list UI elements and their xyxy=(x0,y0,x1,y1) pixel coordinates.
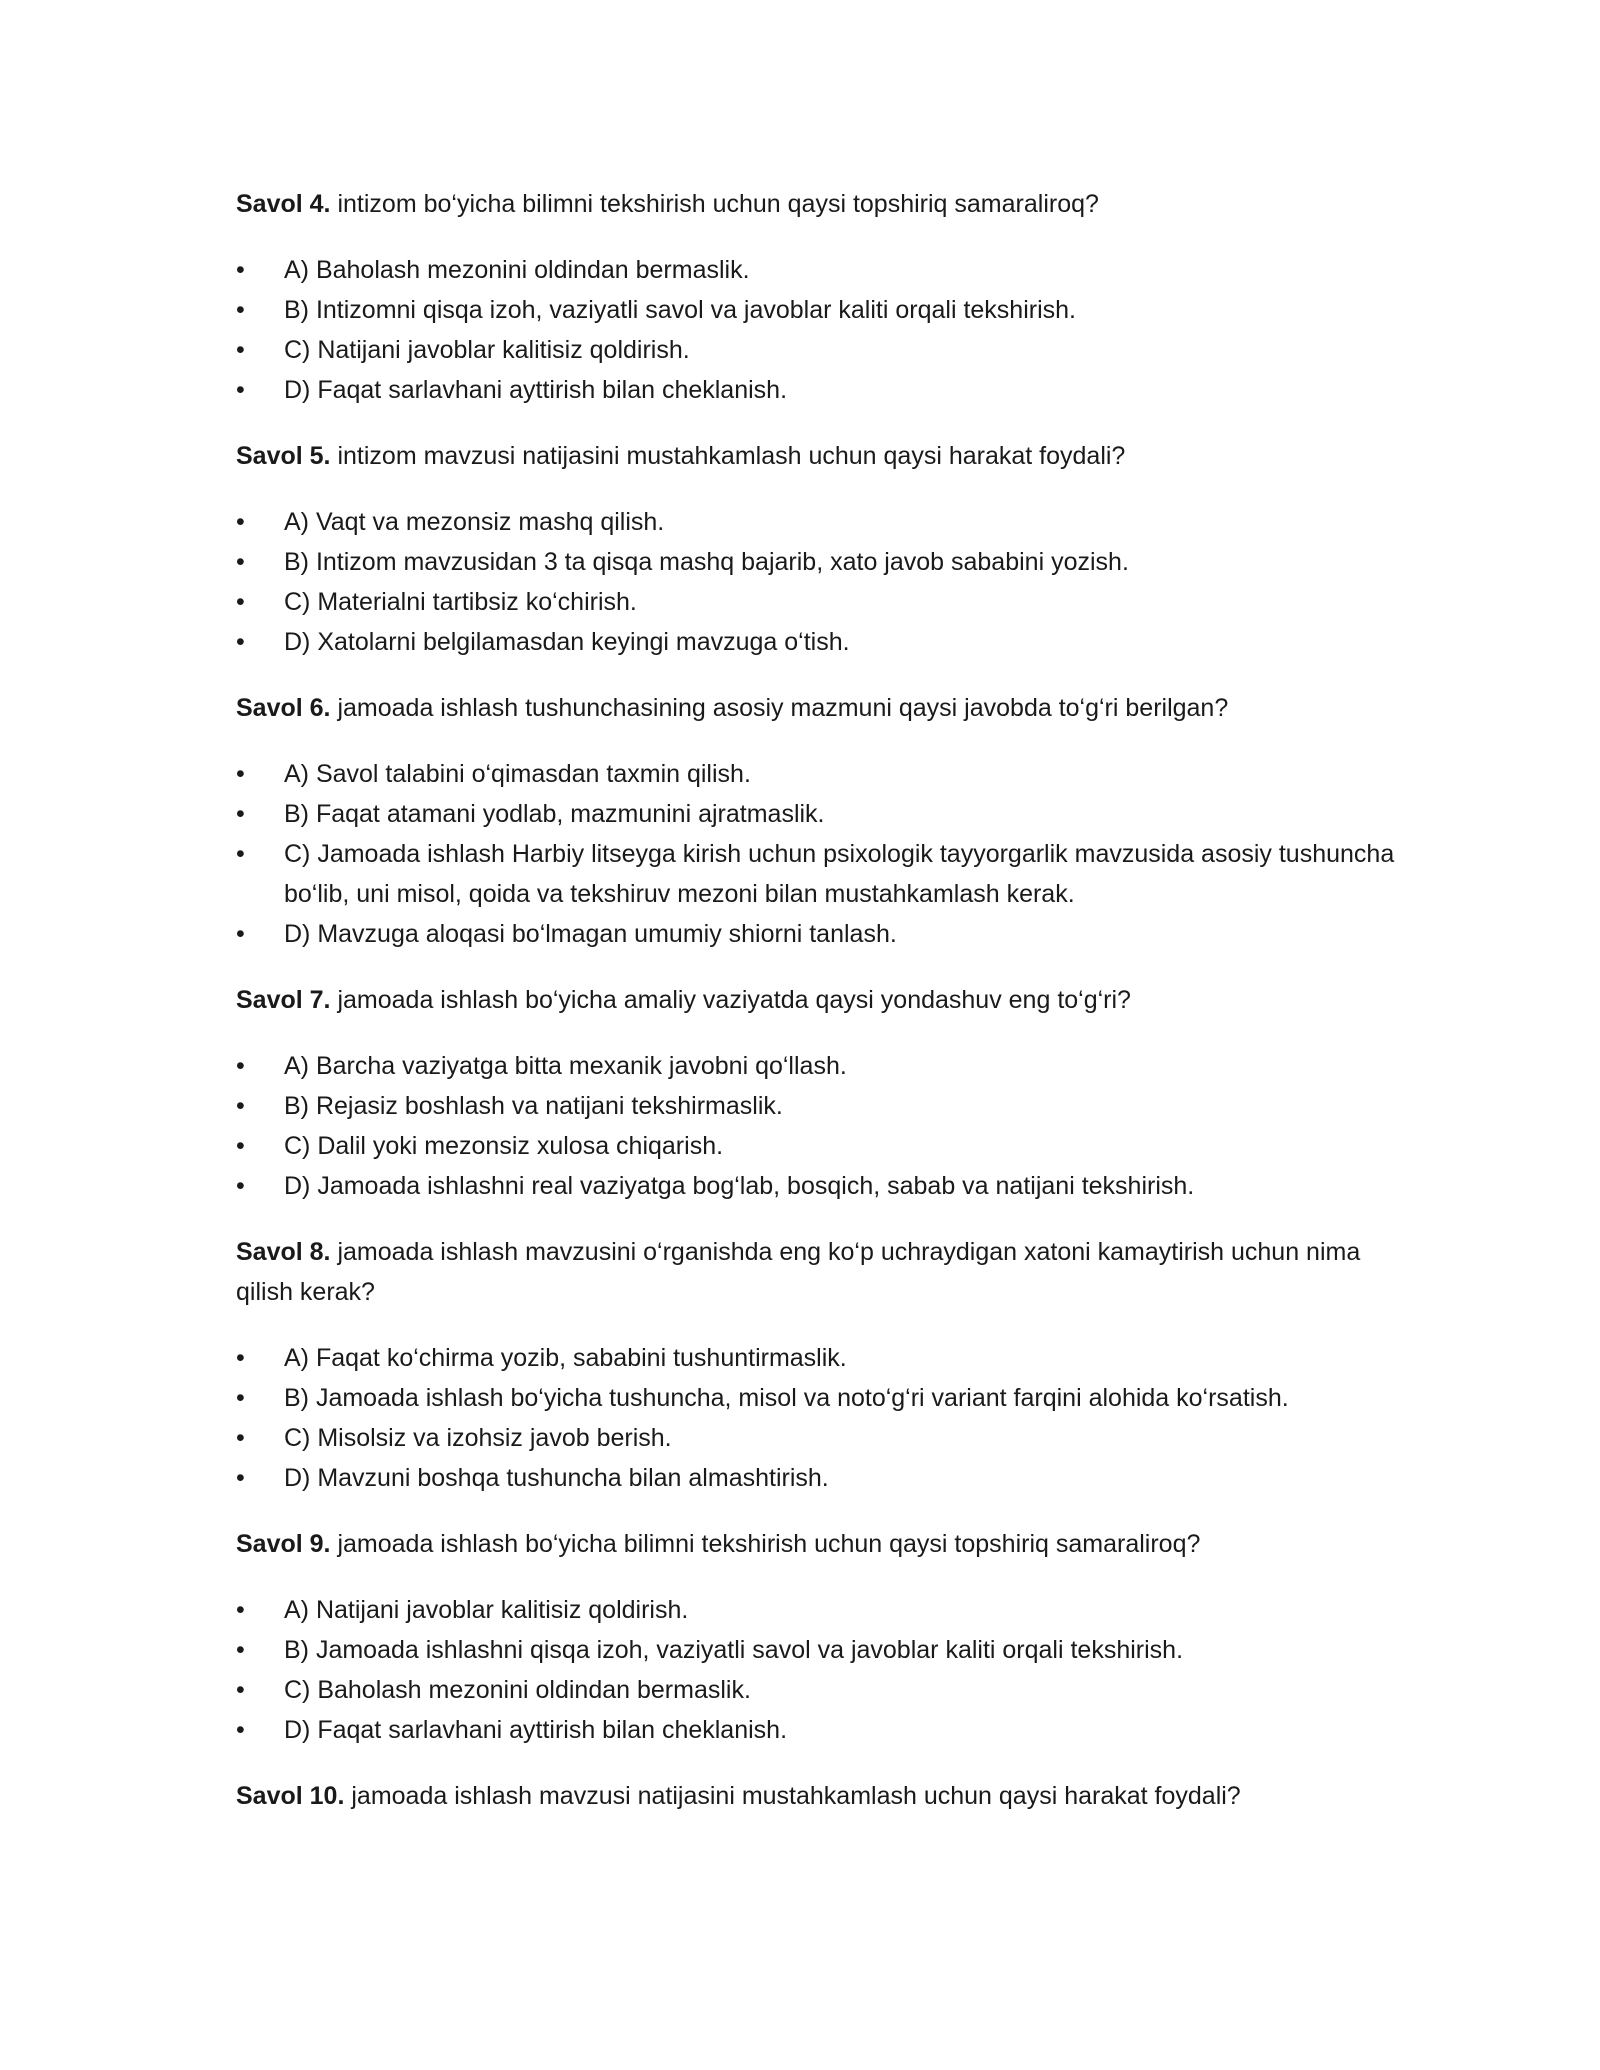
question-4 xyxy=(236,184,1396,410)
option-text: C) Dalil yoki mezonsiz xulosa chiqarish. xyxy=(284,1132,724,1160)
option-item xyxy=(236,1046,1396,1086)
question-text xyxy=(236,1776,1396,1816)
option-item xyxy=(236,370,1396,410)
option-item xyxy=(236,582,1396,622)
option-item xyxy=(236,330,1396,370)
option-text: B) Faqat atamani yodlab, mazmunini ajratmaslik. xyxy=(284,800,825,828)
options-list xyxy=(236,1046,1396,1206)
question-text xyxy=(236,184,1396,224)
question-body: intizom mavzusi natijasini mustahkamlash uchun qaysi harakat foydali? xyxy=(337,442,1126,470)
bullet-icon: • xyxy=(236,800,245,828)
option-text: A) Faqat ko‘chirma yozib, sababini tushuntirmaslik. xyxy=(284,1344,847,1372)
option-item xyxy=(236,1458,1396,1498)
bullet-icon: • xyxy=(236,1172,245,1200)
bullet-icon: • xyxy=(236,548,245,576)
option-text: A) Baholash mezonini oldindan bermaslik. xyxy=(284,256,750,284)
options-list xyxy=(236,502,1396,662)
option-text: C) Misolsiz va izohsiz javob berish. xyxy=(284,1424,672,1452)
option-item xyxy=(236,1166,1396,1206)
option-item xyxy=(236,542,1396,582)
option-item xyxy=(236,914,1396,954)
options-list xyxy=(236,754,1396,954)
option-text: D) Faqat sarlavhani ayttirish bilan cheklanish. xyxy=(284,376,788,404)
question-text xyxy=(236,980,1396,1020)
option-text: C) Baholash mezonini oldindan bermaslik. xyxy=(284,1676,751,1704)
question-body: jamoada ishlash bo‘yicha bilimni tekshirish uchun qaysi topshiriq samaraliroq? xyxy=(337,1530,1201,1558)
option-item xyxy=(236,502,1396,542)
bullet-icon: • xyxy=(236,508,245,536)
option-item xyxy=(236,1418,1396,1458)
option-item xyxy=(236,1590,1396,1630)
question-label: Savol 9. xyxy=(236,1530,331,1558)
option-item xyxy=(236,1378,1396,1418)
option-text: A) Vaqt va mezonsiz mashq qilish. xyxy=(284,508,665,536)
bullet-icon: • xyxy=(236,1636,245,1664)
document-page xyxy=(236,184,1396,1842)
option-text: D) Faqat sarlavhani ayttirish bilan cheklanish. xyxy=(284,1716,788,1744)
option-item xyxy=(236,1338,1396,1378)
option-text: C) Jamoada ishlash Harbiy litseyga kirish uchun psixologik tayyorgarlik mavzusida asosiy tushuncha bo‘lib, uni misol, qoida va tekshiruv mezoni bilan mustahkamlash kerak. xyxy=(284,840,1395,908)
option-text: B) Jamoada ishlash bo‘yicha tushuncha, misol va noto‘g‘ri variant farqini alohida ko‘rsatish. xyxy=(284,1384,1289,1412)
bullet-icon: • xyxy=(236,376,245,404)
question-text xyxy=(236,436,1396,476)
question-text xyxy=(236,1524,1396,1564)
bullet-icon: • xyxy=(236,920,245,948)
question-text xyxy=(236,688,1396,728)
bullet-icon: • xyxy=(236,256,245,284)
option-text: A) Natijani javoblar kalitisiz qoldirish. xyxy=(284,1596,689,1624)
question-body: jamoada ishlash bo‘yicha amaliy vaziyatda qaysi yondashuv eng to‘g‘ri? xyxy=(337,986,1131,1014)
question-body: jamoada ishlash mavzusi natijasini mustahkamlash uchun qaysi harakat foydali? xyxy=(351,1782,1241,1810)
question-label: Savol 5. xyxy=(236,442,331,470)
option-text: D) Mavzuga aloqasi bo‘lmagan umumiy shiorni tanlash. xyxy=(284,920,897,948)
option-text: C) Natijani javoblar kalitisiz qoldirish. xyxy=(284,336,690,364)
question-label: Savol 10. xyxy=(236,1782,345,1810)
option-item xyxy=(236,1710,1396,1750)
bullet-icon: • xyxy=(236,1092,245,1120)
option-text: B) Intizomni qisqa izoh, vaziyatli savol va javoblar kaliti orqali tekshirish. xyxy=(284,296,1076,324)
options-list xyxy=(236,250,1396,410)
question-body: intizom bo‘yicha bilimni tekshirish uchun qaysi topshiriq samaraliroq? xyxy=(337,190,1099,218)
option-item xyxy=(236,250,1396,290)
question-5 xyxy=(236,436,1396,662)
question-label: Savol 4. xyxy=(236,190,331,218)
question-8 xyxy=(236,1232,1396,1498)
bullet-icon: • xyxy=(236,336,245,364)
bullet-icon: • xyxy=(236,1716,245,1744)
option-text: B) Rejasiz boshlash va natijani tekshirmaslik. xyxy=(284,1092,783,1120)
question-7 xyxy=(236,980,1396,1206)
option-item xyxy=(236,754,1396,794)
question-label: Savol 6. xyxy=(236,694,331,722)
bullet-icon: • xyxy=(236,1344,245,1372)
bullet-icon: • xyxy=(236,1596,245,1624)
options-list xyxy=(236,1590,1396,1750)
bullet-icon: • xyxy=(236,296,245,324)
bullet-icon: • xyxy=(236,1132,245,1160)
options-list xyxy=(236,1338,1396,1498)
question-label: Savol 8. xyxy=(236,1238,331,1266)
option-text: A) Savol talabini o‘qimasdan taxmin qilish. xyxy=(284,760,751,788)
option-item xyxy=(236,794,1396,834)
option-text: A) Barcha vaziyatga bitta mexanik javobni qo‘llash. xyxy=(284,1052,847,1080)
bullet-icon: • xyxy=(236,628,245,656)
question-6 xyxy=(236,688,1396,954)
option-text: D) Jamoada ishlashni real vaziyatga bog‘lab, bosqich, sabab va natijani tekshirish. xyxy=(284,1172,1195,1200)
bullet-icon: • xyxy=(236,1424,245,1452)
option-item xyxy=(236,1630,1396,1670)
option-item xyxy=(236,1126,1396,1166)
bullet-icon: • xyxy=(236,840,245,868)
bullet-icon: • xyxy=(236,760,245,788)
bullet-icon: • xyxy=(236,588,245,616)
option-item xyxy=(236,834,1396,914)
option-text: B) Intizom mavzusidan 3 ta qisqa mashq bajarib, xato javob sababini yozish. xyxy=(284,548,1129,576)
option-text: C) Materialni tartibsiz ko‘chirish. xyxy=(284,588,637,616)
question-body: jamoada ishlash mavzusini o‘rganishda eng ko‘p uchraydigan xatoni kamaytirish uchun nima qilish kerak? xyxy=(236,1238,1361,1306)
question-text xyxy=(236,1232,1396,1312)
bullet-icon: • xyxy=(236,1676,245,1704)
question-10 xyxy=(236,1776,1396,1816)
option-item xyxy=(236,290,1396,330)
option-item xyxy=(236,1086,1396,1126)
option-text: D) Mavzuni boshqa tushuncha bilan almashtirish. xyxy=(284,1464,829,1492)
question-label: Savol 7. xyxy=(236,986,331,1014)
option-text: B) Jamoada ishlashni qisqa izoh, vaziyatli savol va javoblar kaliti orqali tekshirish. xyxy=(284,1636,1184,1664)
option-text: D) Xatolarni belgilamasdan keyingi mavzuga o‘tish. xyxy=(284,628,850,656)
question-body: jamoada ishlash tushunchasining asosiy mazmuni qaysi javobda to‘g‘ri berilgan? xyxy=(337,694,1229,722)
bullet-icon: • xyxy=(236,1052,245,1080)
bullet-icon: • xyxy=(236,1384,245,1412)
option-item xyxy=(236,1670,1396,1710)
option-item xyxy=(236,622,1396,662)
bullet-icon: • xyxy=(236,1464,245,1492)
question-9 xyxy=(236,1524,1396,1750)
